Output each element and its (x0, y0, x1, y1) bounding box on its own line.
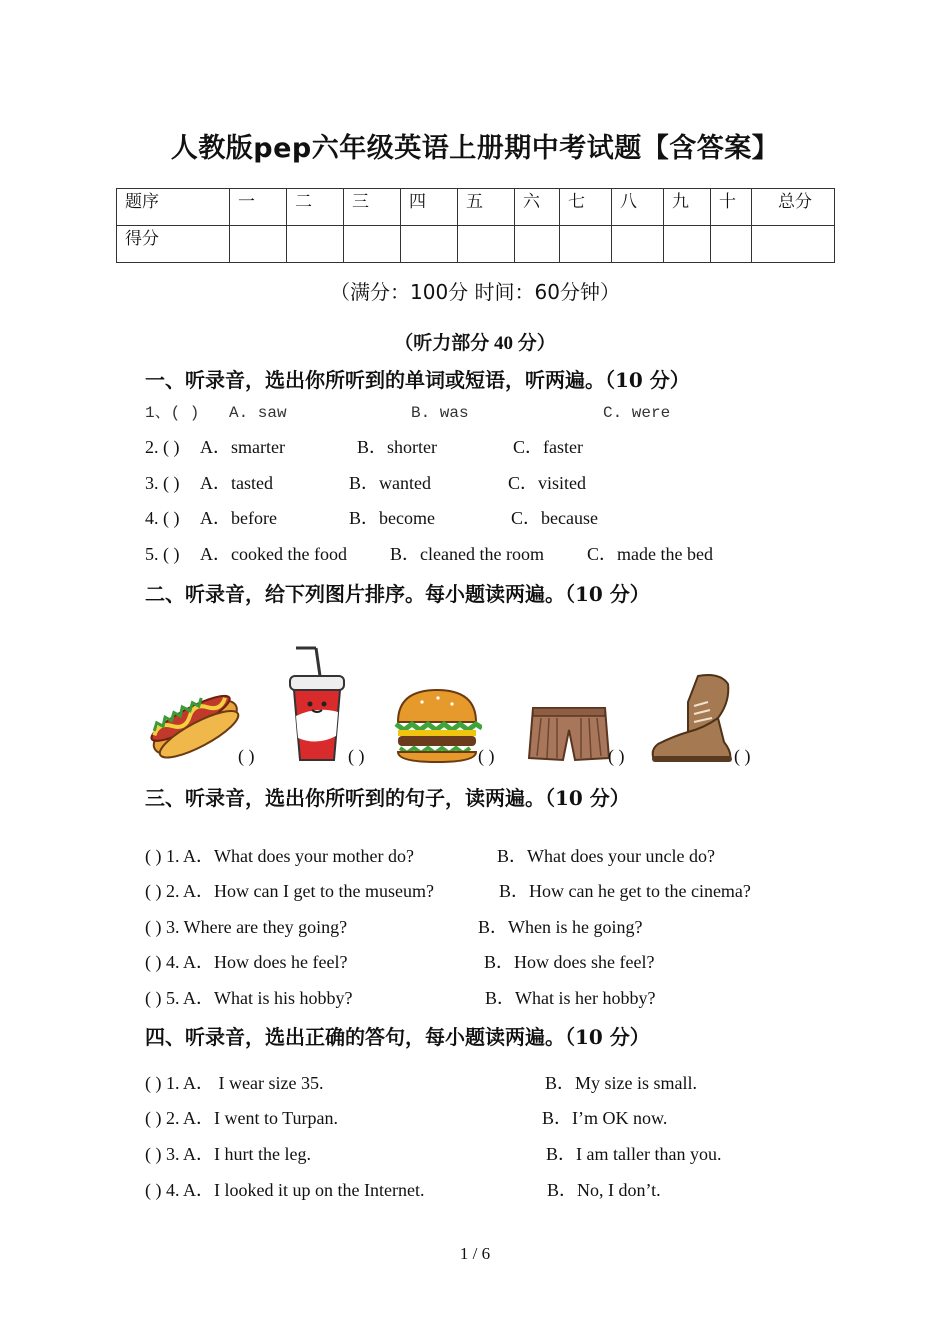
option-a[interactable]: ( ) 2. A．How can I get to the museum? (145, 881, 434, 901)
option-c[interactable]: C. were (603, 404, 671, 422)
option-b[interactable]: B．How does she feel? (484, 952, 655, 972)
option-a[interactable]: ( ) 1. A． I wear size 35. (145, 1073, 324, 1093)
score-input-cell[interactable] (230, 226, 287, 263)
option-c[interactable]: C．made the bed (587, 544, 713, 564)
option-a[interactable]: ( ) 4. A．How does he feel? (145, 952, 348, 972)
option-b[interactable]: B．How can he get to the cinema? (499, 881, 751, 901)
table-cell: 一 (230, 189, 287, 226)
table-cell: 三 (344, 189, 401, 226)
section1-title: 一、听录音，选出你所听到的单词或短语，听两遍。（10 分） (145, 368, 690, 392)
option-c[interactable]: C．because (511, 508, 598, 528)
table-cell: 题序 (117, 189, 230, 226)
answer-blank[interactable]: ( ) (478, 746, 495, 766)
section4-title: 四、听录音，选出正确的答句，每小题读两遍。（10 分） (145, 1025, 650, 1049)
option-b[interactable]: B．cleaned the room (390, 544, 544, 564)
option-c[interactable]: C．faster (513, 437, 583, 457)
question-number: 2. ( ) (145, 437, 180, 457)
option-a[interactable]: ( ) 1. A．What does your mother do? (145, 846, 414, 866)
option-a[interactable]: ( ) 3. A．I hurt the leg. (145, 1144, 311, 1164)
boots-icon (648, 672, 734, 764)
table-cell: 二 (287, 189, 344, 226)
table-cell: 七 (560, 189, 612, 226)
option-a[interactable]: ( ) 3. Where are they going? (145, 917, 348, 937)
table-cell: 六 (515, 189, 560, 226)
section3-title: 三、听录音，选出你所听到的句子，读两遍。（10 分） (145, 786, 630, 810)
option-c[interactable]: C．visited (508, 473, 587, 493)
option-a[interactable]: ( ) 4. A．I looked it up on the Internet. (145, 1180, 425, 1200)
score-input-cell[interactable] (752, 226, 835, 263)
score-input-cell[interactable] (287, 226, 344, 263)
table-cell: 得分 (117, 226, 230, 263)
shorts-icon (527, 704, 611, 764)
score-input-cell[interactable] (458, 226, 515, 263)
option-b[interactable]: B．No, I don’t. (547, 1180, 661, 1200)
table-cell: 总分 (752, 189, 835, 226)
answer-blank[interactable]: ( ) (608, 746, 625, 766)
table-cell: 四 (401, 189, 458, 226)
option-a[interactable]: ( ) 5. A．What is his hobby? (145, 988, 353, 1008)
option-a[interactable]: A．cooked the food (200, 544, 347, 564)
score-input-cell[interactable] (515, 226, 560, 263)
table-cell: 五 (458, 189, 515, 226)
section2-title: 二、听录音，给下列图片排序。每小题读两遍。（10 分） (145, 582, 650, 606)
answer-blank[interactable]: ( ) (348, 746, 365, 766)
option-b[interactable]: B．My size is small. (545, 1073, 697, 1093)
option-b[interactable]: B．When is he going? (478, 917, 643, 937)
question-number: 1、( ) (145, 404, 200, 422)
option-b[interactable]: B．I’m OK now. (542, 1108, 668, 1128)
score-input-cell[interactable] (711, 226, 752, 263)
score-table-header-row (117, 189, 835, 226)
answer-blank[interactable]: ( ) (238, 746, 255, 766)
drink-cup-icon (282, 646, 352, 764)
question-number: 5. ( ) (145, 544, 180, 564)
question-number: 4. ( ) (145, 508, 180, 528)
table-cell: 八 (612, 189, 664, 226)
option-b[interactable]: B．shorter (357, 437, 437, 457)
exam-info: （满分：100分 时间：60分钟） (330, 280, 620, 304)
option-b[interactable]: B．What is her hobby? (485, 988, 656, 1008)
score-input-cell[interactable] (560, 226, 612, 263)
score-input-cell[interactable] (401, 226, 458, 263)
option-a[interactable]: A. saw (229, 404, 287, 422)
option-a[interactable]: A．tasted (200, 473, 273, 493)
option-a[interactable]: A．before (200, 508, 277, 528)
score-table (116, 188, 835, 263)
page-title: 人教版pep六年级英语上册期中考试题【含答案】 (170, 133, 780, 164)
answer-blank[interactable]: ( ) (734, 746, 751, 766)
question-number: 3. ( ) (145, 473, 180, 493)
option-b[interactable]: B．What does your uncle do? (497, 846, 715, 866)
option-b[interactable]: B. was (411, 404, 469, 422)
option-b[interactable]: B．become (349, 508, 435, 528)
option-b[interactable]: B．wanted (349, 473, 431, 493)
hamburger-icon (392, 688, 482, 764)
page-number: 1 / 6 (459, 1244, 491, 1263)
hotdog-icon (142, 676, 242, 762)
table-cell: 十 (711, 189, 752, 226)
score-input-cell[interactable] (612, 226, 664, 263)
option-a[interactable]: A．smarter (200, 437, 285, 457)
score-table-score-row (117, 226, 835, 263)
listening-part-heading: （听力部分 40 分） (394, 333, 556, 354)
option-b[interactable]: B．I am taller than you. (546, 1144, 722, 1164)
score-input-cell[interactable] (664, 226, 711, 263)
table-cell: 九 (664, 189, 711, 226)
option-a[interactable]: ( ) 2. A．I went to Turpan. (145, 1108, 338, 1128)
score-input-cell[interactable] (344, 226, 401, 263)
